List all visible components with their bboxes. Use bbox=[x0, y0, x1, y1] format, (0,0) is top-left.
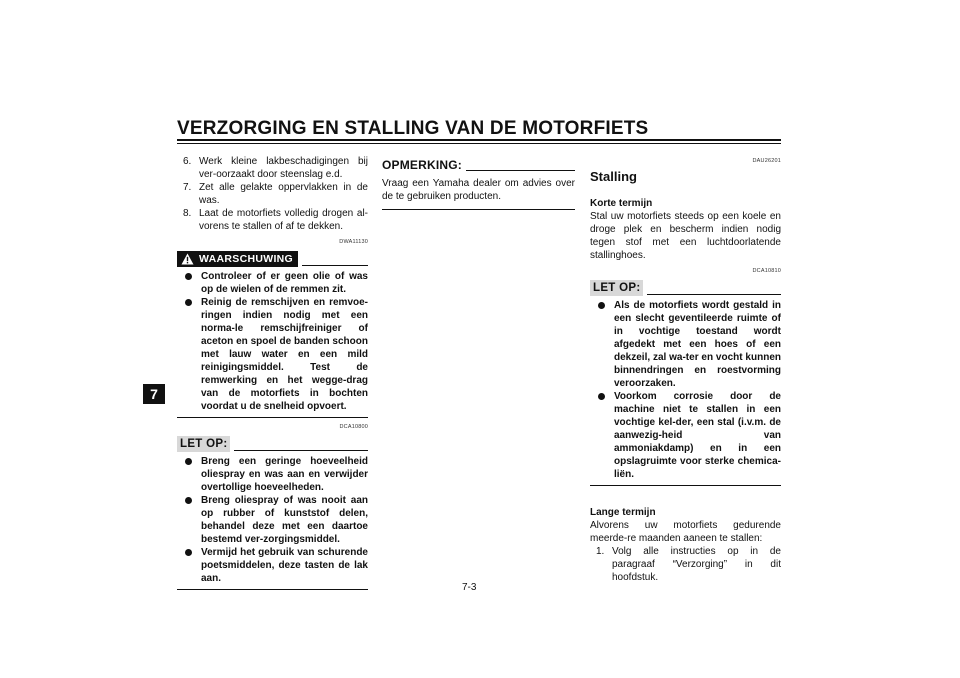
warning-label: WAARSCHUWING bbox=[199, 253, 294, 265]
note-header-rule bbox=[234, 450, 368, 451]
remark-end-rule bbox=[382, 209, 575, 210]
note-item-text: Breng een geringe hoeveelheid oliespray en was aan en verwijder overtollige hoeveelheden. bbox=[201, 456, 368, 493]
remark-header-rule bbox=[466, 170, 575, 171]
step-text: Volg alle instructies op in de paragraaf “Verzorging” in dit hoofdstuk. bbox=[612, 546, 781, 583]
note-end-rule bbox=[177, 589, 368, 590]
note-code: DCA10810 bbox=[752, 268, 781, 274]
bullet-icon bbox=[598, 393, 605, 400]
note-list bbox=[590, 299, 781, 481]
note-header bbox=[590, 280, 781, 296]
warning-end-rule bbox=[177, 417, 368, 418]
warning-code: DWA11130 bbox=[339, 239, 368, 245]
list-item bbox=[177, 270, 368, 296]
left-column bbox=[177, 155, 368, 590]
note-badge: LET OP: bbox=[177, 436, 230, 452]
list-item bbox=[177, 296, 368, 413]
warning-header bbox=[177, 251, 368, 267]
remark-text: Vraag een Yamaha dealer om advies over de te gebruiken producten. bbox=[382, 178, 575, 202]
warning-badge bbox=[177, 251, 298, 267]
title-rule bbox=[177, 139, 781, 141]
note-header bbox=[177, 436, 368, 452]
step-number: 1. bbox=[596, 546, 605, 557]
step-text: Zet alle gelakte oppervlakken in de was. bbox=[199, 182, 368, 206]
page-title: VERZORGING EN STALLING VAN DE MOTORFIETS bbox=[177, 118, 649, 139]
bullet-icon bbox=[185, 273, 192, 280]
note-header-rule bbox=[647, 294, 781, 295]
page-number: 7-3 bbox=[462, 582, 477, 593]
note-item-text: Vermijd het gebruik van schurende poetsmiddelen, deze tasten de lak aan. bbox=[201, 547, 368, 584]
list-item bbox=[590, 299, 781, 390]
middle-column bbox=[382, 155, 575, 210]
note-item-text: Breng oliespray of was nooit aan op rubber of kunststof delen, behandel deze met een daartoe bestemd ver-zorgingsmiddel. bbox=[201, 495, 368, 545]
list-item bbox=[177, 181, 368, 207]
remark-header bbox=[382, 159, 575, 172]
list-item bbox=[177, 455, 368, 494]
long-term-heading: Lange termijn bbox=[590, 507, 656, 518]
step-text: Werk kleine lakbeschadigingen bij ver-oorzaakt door steenslag e.d. bbox=[199, 156, 368, 180]
warning-list bbox=[177, 270, 368, 413]
note-end-rule bbox=[590, 485, 781, 486]
list-item bbox=[177, 546, 368, 585]
short-term-text: Stal uw motorfiets steeds op een koele en droge plek en bescherm indien nodig tegen stof met een luchtdoorlatende stallinghoes. bbox=[590, 211, 781, 261]
remark-label: OPMERKING: bbox=[382, 158, 462, 172]
note-item-text: Als de motorfiets wordt gestald in een slecht geventileerde ruimte of in vochtige toestand wordt afgedekt met een hoes of een dekzeil, zal wa-ter en vocht kunnen binnendringen en roestvorming veroorzaken. bbox=[614, 300, 781, 389]
short-term-heading: Korte termijn bbox=[590, 198, 653, 209]
list-item bbox=[177, 207, 368, 233]
list-item bbox=[177, 494, 368, 546]
note-code: DCA10800 bbox=[339, 424, 368, 430]
section-code: DAU26201 bbox=[752, 158, 781, 164]
warning-header-rule bbox=[302, 265, 368, 266]
long-term-text: Alvorens uw motorfiets gedurende meerde-re maanden aaneen te stallen: bbox=[590, 520, 781, 544]
warning-triangle-icon bbox=[181, 253, 194, 265]
list-item bbox=[590, 390, 781, 481]
step-number: 6. bbox=[183, 156, 192, 167]
section-title: Stalling bbox=[590, 169, 637, 184]
bullet-icon bbox=[185, 299, 192, 306]
right-column bbox=[590, 155, 781, 584]
bullet-icon bbox=[185, 458, 192, 465]
warning-item-text: Controleer of er geen olie of was op de wielen of de remmen zit. bbox=[201, 271, 368, 295]
step-text: Laat de motorfiets volledig drogen al-vorens te stallen of af te dekken. bbox=[199, 208, 368, 232]
note-list bbox=[177, 455, 368, 585]
step-list bbox=[590, 545, 781, 584]
list-item bbox=[177, 155, 368, 181]
note-item-text: Voorkom corrosie door de machine niet te stallen in een vochtige kel-der, een stal (i.v.m. de aanwezig-heid van ammoniakdamp) en in een opslagruimte voor sterke chemica-liën. bbox=[614, 391, 781, 480]
note-badge: LET OP: bbox=[590, 280, 643, 296]
bullet-icon bbox=[185, 549, 192, 556]
step-list bbox=[177, 155, 368, 233]
warning-item-text: Reinig de remschijven en remvoe-ringen indien nodig met een norma-le remschijfreiniger of aceton en spoel de banden schoon met lauw water en een mild reinigingsmiddel. Test de remwerking en het wegge-drag van de motorfiets in bochten voordat u de snelheid opvoert. bbox=[201, 297, 368, 412]
list-item bbox=[590, 545, 781, 584]
title-rule-thin bbox=[177, 143, 781, 144]
chapter-tab: 7 bbox=[143, 384, 165, 404]
step-number: 8. bbox=[183, 208, 192, 219]
bullet-icon bbox=[185, 497, 192, 504]
bullet-icon bbox=[598, 302, 605, 309]
step-number: 7. bbox=[183, 182, 192, 193]
